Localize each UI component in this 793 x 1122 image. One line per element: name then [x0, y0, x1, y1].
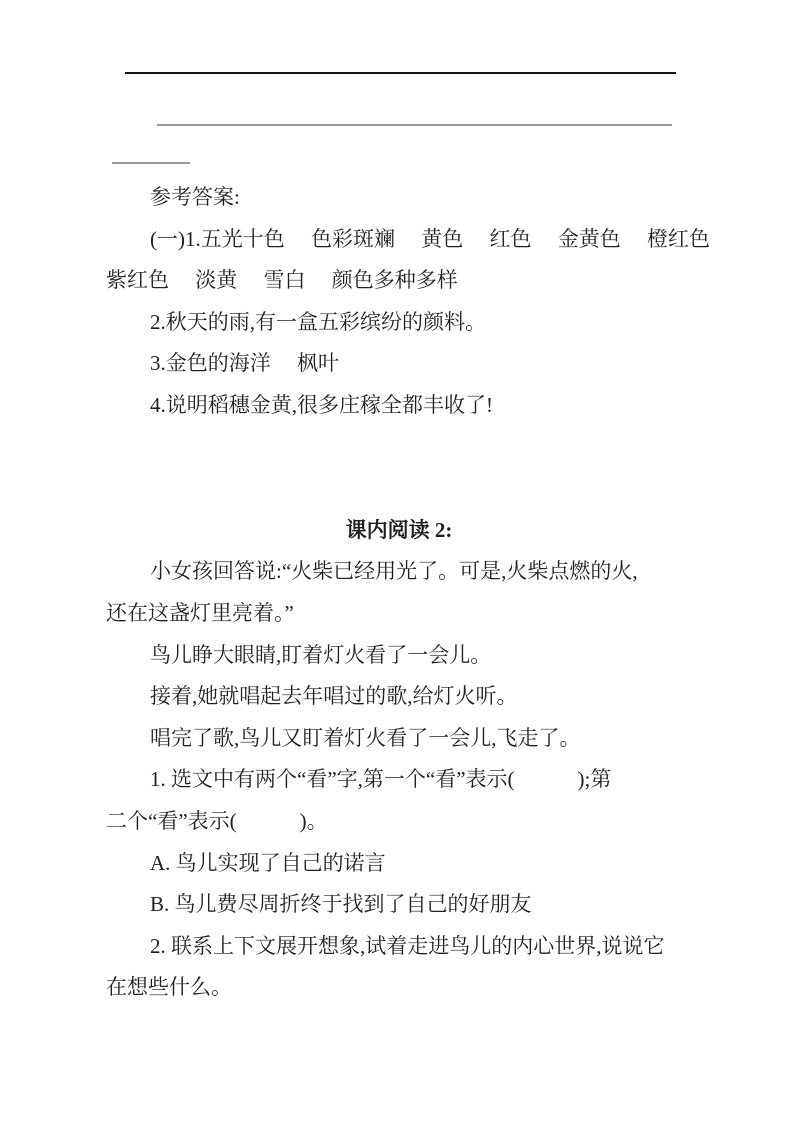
text-line [106, 468, 692, 510]
text-line: 2.秋天的雨,有一盒五彩缤纷的颜料。 [150, 309, 486, 334]
text-line: 参考答案: [150, 185, 240, 209]
text-line: 还在这盏灯里亮着。” [106, 600, 294, 625]
text-line: 紫红色 淡黄 雪白 颜色多种多样 [106, 268, 458, 293]
horizontal-divider-rule [125, 72, 676, 74]
answer-blank-line-long [157, 124, 672, 126]
text-line: 鸟儿睁大眼睛,盯着灯火看了一会儿。 [150, 642, 492, 667]
text-line: (一)1.五光十色 色彩斑斓 黄色 红色 金黄色 橙红色 [150, 226, 710, 251]
text-line: 在想些什么。 [106, 975, 232, 1000]
text-line: 唱完了歌,鸟儿又盯着灯火看了一会儿,飞走了。 [150, 725, 581, 750]
text-line: A. 鸟儿实现了自己的诺言 [150, 850, 386, 875]
text-flow [106, 177, 710, 1009]
text-line: 3.金色的海洋 枫叶 [150, 351, 339, 376]
answer-blank-line-short [112, 162, 190, 164]
text-line: 接着,她就唱起去年唱过的歌,给灯火听。 [150, 684, 518, 709]
text-line: 1. 选文中有两个“看”字,第一个“看”表示( );第 [150, 767, 612, 792]
text-line [106, 427, 692, 469]
text-line: B. 鸟儿费尽周折终于找到了自己的好朋友 [150, 892, 532, 917]
text-line: 2. 联系上下文展开想象,试着走进鸟儿的内心世界,说说它 [150, 933, 665, 958]
section-heading: 课内阅读 2: [345, 517, 453, 542]
text-line: 4.说明稻穗金黄,很多庄稼全都丰收了! [150, 392, 493, 417]
text-line: 二个“看”表示( )。 [106, 808, 328, 833]
text-line: 小女孩回答说:“火柴已经用光了。可是,火柴点燃的火, [150, 559, 638, 584]
